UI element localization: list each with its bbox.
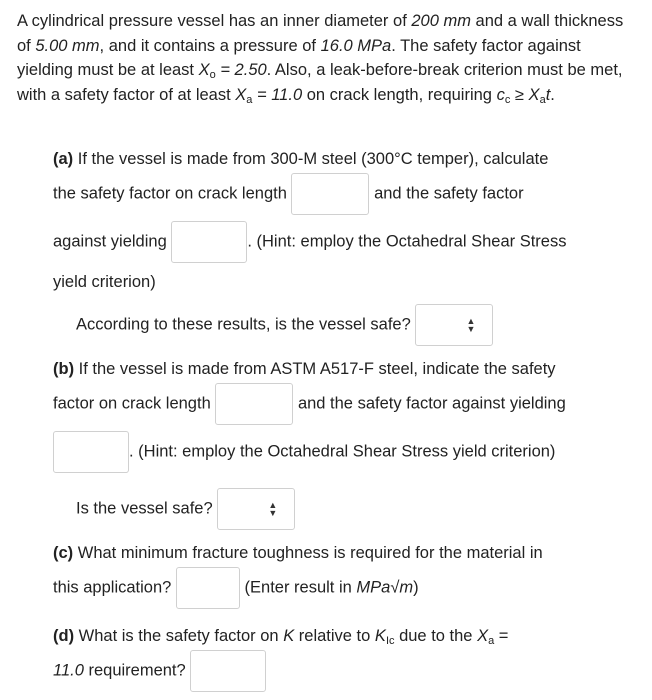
part-c-label: (c): [53, 544, 74, 562]
part-c-toughness-input[interactable]: [176, 567, 240, 609]
part-b-crack-length-factor-input[interactable]: [215, 383, 293, 425]
part-a-label: (a): [53, 150, 74, 168]
part-a-line-2: the safety factor on crack length and the safety factor: [53, 173, 524, 215]
part-d-label: (d): [53, 627, 75, 645]
part-b-question: Is the vessel safe? ▲ ▼: [76, 488, 295, 530]
part-a-safe-select[interactable]: [415, 304, 493, 346]
part-c-line-2: this application? (Enter result in MPa√m): [53, 567, 419, 609]
part-b-yield-factor-input[interactable]: [53, 431, 129, 473]
part-a-line-3: against yielding . (Hint: employ the Octahedral Shear Stress: [53, 221, 566, 263]
part-d-line-2: 11.0 requirement?: [53, 650, 266, 692]
part-d-safety-factor-input[interactable]: [190, 650, 266, 692]
part-d-line-1: (d) What is the safety factor on K relative to $K_{Ic}$ due to the $X_a$ =: [53, 627, 509, 647]
part-b-line-2: factor on crack length and the safety factor against yielding: [53, 383, 566, 425]
part-b-safe-select[interactable]: [217, 488, 295, 530]
part-b-label: (b): [53, 360, 75, 378]
part-c-line-1: (c) What minimum fracture toughness is required for the material in: [53, 544, 543, 562]
part-a-yield-factor-input[interactable]: [171, 221, 247, 263]
part-b-line-1: (b) If the vessel is made from ASTM A517-F steel, indicate the safety: [53, 360, 556, 378]
problem-statement: A cylindrical pressure vessel has an inner diameter of 200 mm and a wall thickness of 5.00 mm, and it contains a pressure of 16.0 MPa. The safety factor against yielding must be at least $X_o = 2.50$. Also, a leak-before-break criterion must be met, with a safety factor of at least $X_a = 11.0$ on crack length, requiring $c_c \ge X_at$.: [17, 12, 624, 106]
part-a-line-1: (a) If the vessel is made from 300-M steel (300°C temper), calculate: [53, 150, 549, 168]
part-a-question: According to these results, is the vessel safe? ▲ ▼: [76, 304, 493, 346]
part-a-line-4: yield criterion): [53, 273, 156, 291]
up-down-arrows-icon: ▲ ▼: [268, 500, 278, 518]
up-down-arrows-icon: ▲ ▼: [466, 316, 476, 334]
part-b-line-3: . (Hint: employ the Octahedral Shear Stress yield criterion): [53, 431, 555, 473]
part-a-crack-length-factor-input[interactable]: [291, 173, 369, 215]
